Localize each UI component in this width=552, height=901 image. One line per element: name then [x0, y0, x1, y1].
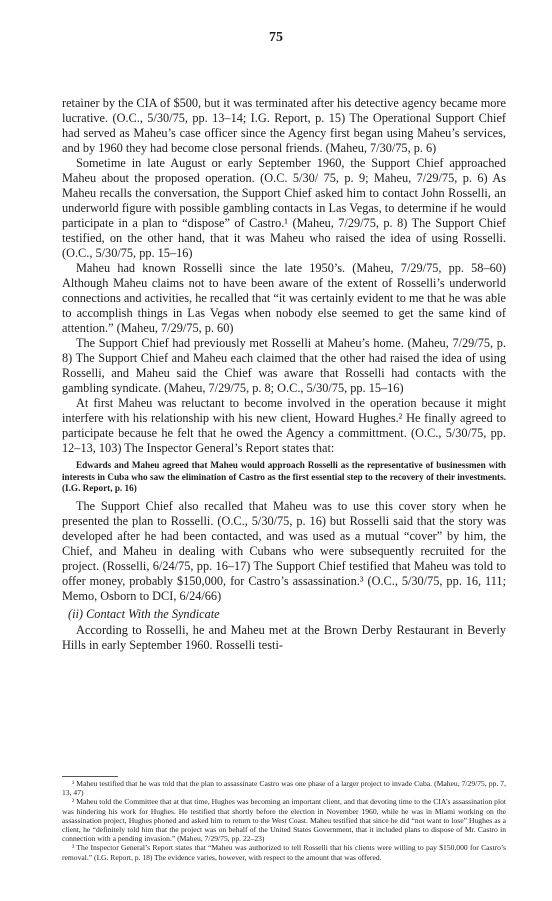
footnote: ¹ Maheu testified that he was told that the plan to assassinate Castro was one phase of a larger project to invade Cuba. (Maheu, 7/29/75, pp. 7, 13, 47) — [62, 779, 506, 798]
paragraph: The Support Chief had previously met Rosselli at Maheu’s home. (Maheu, 7/29/75, p. 8) The Support Chief and Maheu each claimed that the other had raised the idea of using Rosselli, and Maheu said the Chief was aware that Rosselli had contacts with the gambling syndicate. (Maheu, 7/29/75, p. 8; O.C., 5/30/75, pp. 15–16) — [62, 336, 506, 395]
paragraph: According to Rosselli, he and Maheu met at the Brown Derby Restaurant in Beverly Hills in early September 1960. Rosselli testi- — [62, 622, 506, 652]
footnote: ² Maheu told the Committee that at that time, Hughes was becoming an important client, and that devoting time to the CIA’s assassination plot was hindering his work for Hughes. He testified that shortly before the election in November 1960, while he was in Miami working on the assassination project, Hughes phoned and asked him to return to the West Coast. Maheu testified that since he did “not want to lose” Hughes as a client, he “definitely told him that the project was on behalf of the United States Government, that it included plans to dispose of Mr. Castro in connection with a pending invasion.” (Maheu, 7/29/75, pp. 22–23) — [62, 797, 506, 844]
footnote: ³ The Inspector General’s Report states that “Maheu was authorized to tell Rosselli that his clients were willing to pay $150,000 for Castro’s removal.” (I.G. Report, p. 18) The evidence varies, however, with respect to the amount that was offered. — [62, 843, 506, 862]
block-quote: Edwards and Maheu agreed that Maheu would approach Rosselli as the representative of businessmen with interests in Cuba who saw the elimination of Castro as the first essential step to the recovery of their investments. (I.G. Report, p. 16) — [62, 460, 506, 493]
paragraph: retainer by the CIA of $500, but it was terminated after his detective agency became more lucrative. (O.C., 5/30/75, pp. 13–14; I.G. Report, p. 15) The Operational Support Chief had served as Maheu’s case officer since the Agency first began using Maheu’s services, and by 1960 they had become close personal friends. (Maheu, 7/30/75, p. 6) — [62, 96, 506, 155]
paragraph: At first Maheu was reluctant to become involved in the operation because it might interfere with his relationship with his new client, Howard Hughes.² He finally agreed to participate because he felt that he owed the Agency a committment. (O.C., 5/30/75, pp. 12–13, 103) The Inspector General’s Report states that: — [62, 396, 506, 455]
footnotes — [62, 779, 506, 862]
body-text — [62, 96, 506, 653]
paragraph: Maheu had known Rosselli since the late 1950’s. (Maheu, 7/29/75, pp. 58–60) Although Maheu claims not to have been aware of the extent of Rosselli’s underworld connections and activities, he recalled that “it was certainly evident to me that he was able to accomplish things in Las Vegas when nobody else seemed to get the same kind of attention.” (Maheu, 7/29/75, p. 60) — [62, 261, 506, 335]
footnote-divider — [62, 776, 118, 777]
paragraph: Sometime in late August or early September 1960, the Support Chief approached Maheu about the proposed operation. (O.C. 5/30/ 75, p. 9; Maheu, 7/29/75, p. 6) As Maheu recalls the conversation, the Support Chief asked him to contact John Rosselli, an underworld figure with possible gambling contacts in Las Vegas, to determine if he would participate in a plan to “dispose” of Castro.¹ (Maheu, 7/29/75, p. 8) The Support Chief testified, on the other hand, that it was Maheu who raised the idea of using Rosselli. (O.C., 5/30/75, pp. 15–16) — [62, 156, 506, 260]
page-number: 75 — [269, 30, 283, 45]
paragraph: The Support Chief also recalled that Maheu was to use this cover story when he presented the plan to Rosselli. (O.C., 5/30/75, p. 16) but Rosselli said that the story was developed after he had been contacted, and was used as a mutual “cover” by him, the Chief, and Maheu in dealing with Cubans who were subsequently recruited for the project. (Rosselli, 6/24/75, pp. 16–17) The Support Chief testified that Maheu was told to offer money, probably $150,000, for Castro’s assassination.³ (O.C., 5/30/75, pp. 16, 111; Memo, Osborn to DCI, 6/24/66) — [62, 498, 506, 603]
section-heading: (ii) Contact With the Syndicate — [68, 606, 220, 621]
